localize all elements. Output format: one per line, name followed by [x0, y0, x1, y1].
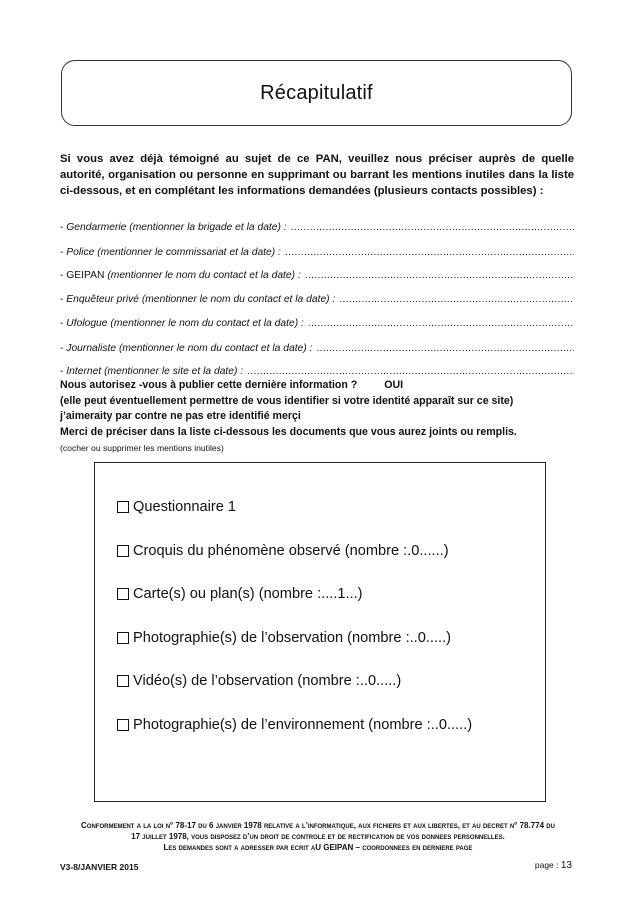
- documents-request: Merci de préciser dans la liste ci-dessous les documents que vous aurez joints ou remplis.: [60, 426, 517, 438]
- contact-note: (mentionner le commissariat et la date) :: [97, 247, 281, 258]
- document-item-photo-observation[interactable]: [117, 628, 451, 648]
- contact-label: Enquêteur privé: [66, 294, 139, 305]
- document-item-video[interactable]: [117, 671, 401, 691]
- intro-paragraph: Si vous avez déjà témoigné au sujet de ce PAN, veuillez nous préciser auprès de quelle autorité, organisation ou personne en supprimant ou barrant les mentions inutiles dans la liste ci-dessous, et en complétant les informations demandées (plusieurs contacts possibles) :: [60, 153, 574, 197]
- document-label: Carte(s) ou plan(s) (nombre :....1...): [133, 586, 363, 602]
- checkbox[interactable]: [117, 545, 129, 557]
- contact-row-enqueteur[interactable]: - Enquêteur privé (mentionner le nom du contact et la date) : .....: [60, 292, 574, 308]
- documents-hint: (cocher ou supprimer les mentions inutiles): [60, 443, 224, 453]
- preference-text: j’aimeraity par contre ne pas etre identifié merçi: [60, 410, 301, 422]
- title-box: [61, 60, 572, 126]
- fill-line[interactable]: [339, 292, 574, 308]
- contact-label: Internet: [66, 366, 102, 377]
- contact-note: (mentionner le nom du contact et la date) :: [118, 343, 313, 354]
- page-indicator: [535, 860, 572, 871]
- contact-row-journaliste[interactable]: - Journaliste (mentionner le nom du contact et la date) : .....: [60, 341, 574, 357]
- contact-label: Journaliste: [66, 343, 117, 354]
- page-number: 13: [560, 860, 572, 871]
- checkbox[interactable]: [117, 675, 129, 687]
- publish-answer[interactable]: OUI: [384, 379, 404, 391]
- legal-line-1: Conformement a la loi n° 78-17 du 6 janvier 1978 relative a l’informatique, aux fichiers et aux libertes, et au decret n° 78.774 du: [81, 821, 555, 830]
- legal-notice: [60, 820, 576, 853]
- document-label: Vidéo(s) de l’observation (nombre :..0.....): [133, 673, 402, 689]
- contact-row-geipan[interactable]: - GEIPAN (mentionner le nom du contact et la date) : .....: [60, 268, 574, 284]
- document-item-photo-environnement[interactable]: [117, 715, 472, 735]
- contact-note: (mentionner le nom du contact et la date) :: [107, 270, 301, 281]
- fill-line[interactable]: [308, 316, 574, 332]
- checkbox[interactable]: [117, 719, 129, 731]
- contact-note: (mentionner le nom du contact et la date) :: [141, 294, 336, 305]
- page-title: Récapitulatif: [260, 81, 373, 104]
- contact-label: Ufologue: [66, 318, 108, 329]
- document-label: Questionnaire 1: [133, 499, 237, 515]
- contact-label: Gendarmerie: [66, 222, 127, 233]
- legal-line-2: 17 juillet 1978, vous disposez d’un droit de controle et de rectification de vos donnees personnelles.: [131, 832, 505, 841]
- document-label: Photographie(s) de l’environnement (nombre :..0.....): [133, 717, 473, 733]
- contact-label: Police: [66, 247, 95, 258]
- contact-note: (mentionner le site et la date) :: [104, 366, 244, 377]
- contact-label: GEIPAN: [66, 270, 105, 281]
- legal-line-3: Les demandes sont a adresser par ecrit aU GEIPAN – coordonnees en derniere page: [163, 843, 473, 852]
- contact-row-police[interactable]: - Police (mentionner le commissariat et la date) : .....: [60, 245, 574, 261]
- document-item-carte[interactable]: [117, 584, 363, 604]
- document-item-croquis[interactable]: [117, 541, 449, 561]
- publish-question-line: [60, 378, 580, 393]
- contact-row-gendarmerie[interactable]: - Gendarmerie (mentionner la brigade et la date) : .....: [60, 220, 574, 236]
- publish-note: (elle peut éventuellement permettre de vous identifier si votre identité apparaît sur ce site): [60, 395, 514, 407]
- contact-note: (mentionner la brigade et la date) :: [129, 222, 287, 233]
- version-label: V3-8/JANVIER 2015: [60, 862, 139, 872]
- documents-box: [94, 462, 546, 802]
- fill-line[interactable]: [305, 268, 574, 284]
- contact-row-internet[interactable]: - Internet (mentionner le site et la date) : .....: [60, 364, 574, 380]
- fill-line[interactable]: [285, 245, 574, 261]
- document-label: Croquis du phénomène observé (nombre :.0......): [133, 543, 449, 559]
- checkbox[interactable]: [117, 632, 129, 644]
- contact-note: (mentionner le nom du contact et la date) :: [110, 318, 304, 329]
- document-item-questionnaire[interactable]: [117, 497, 236, 517]
- page-label: page :: [534, 860, 559, 870]
- fill-line[interactable]: [316, 341, 574, 357]
- publish-question: Nous autorisez -vous à publier cette dernière information ?: [60, 379, 358, 391]
- contact-row-ufologue[interactable]: - Ufologue (mentionner le nom du contact et la date) : .....: [60, 316, 574, 332]
- fill-line[interactable]: [291, 220, 574, 236]
- checkbox[interactable]: [117, 588, 129, 600]
- document-label: Photographie(s) de l’observation (nombre :..0.....): [133, 630, 451, 646]
- checkbox[interactable]: [117, 501, 129, 513]
